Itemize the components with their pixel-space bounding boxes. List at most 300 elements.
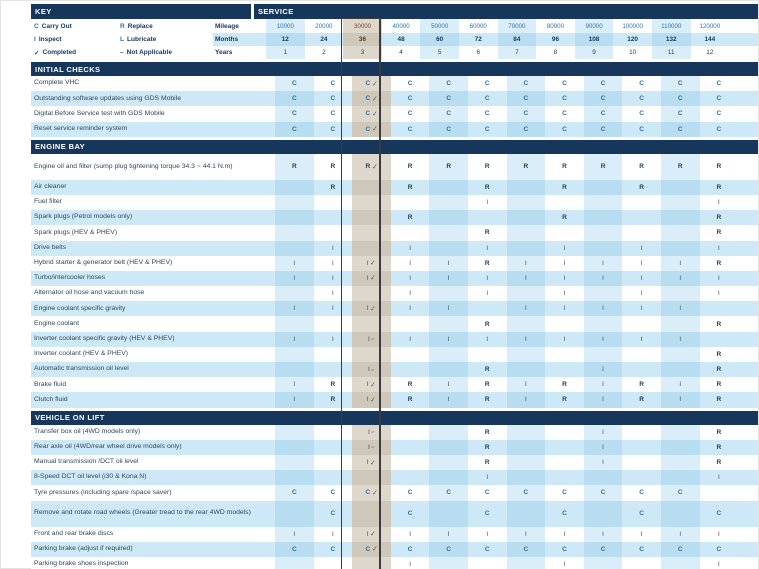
mark: R bbox=[484, 443, 490, 451]
mark: C bbox=[446, 125, 452, 133]
mark-cell bbox=[622, 440, 661, 455]
row-label: Fuel filter bbox=[34, 198, 62, 206]
mark: I bbox=[679, 530, 682, 538]
mark-cell bbox=[622, 347, 661, 362]
service-row bbox=[213, 46, 758, 59]
key-item-label: Not Applicable bbox=[126, 49, 172, 56]
table-row bbox=[31, 195, 758, 210]
mark-cell bbox=[314, 392, 353, 407]
row-pad bbox=[738, 470, 758, 485]
mark: I bbox=[602, 259, 604, 267]
mark: R bbox=[407, 183, 413, 191]
mark-cell bbox=[275, 195, 314, 210]
key-title: KEY bbox=[35, 7, 52, 16]
mark: C bbox=[446, 95, 452, 103]
mark-cell bbox=[622, 542, 661, 557]
mark: C bbox=[330, 510, 336, 517]
mark-cell bbox=[622, 122, 661, 137]
row-pad bbox=[738, 362, 758, 377]
service-row-label: Months bbox=[215, 36, 239, 43]
mark: R bbox=[639, 396, 644, 404]
mark-cell bbox=[700, 485, 739, 500]
mark-cell bbox=[314, 91, 353, 106]
section-header: INITIAL CHECKS bbox=[31, 62, 758, 76]
mark-cell bbox=[507, 122, 546, 137]
mark-cell bbox=[429, 501, 468, 527]
row-label: Front and rear brake discs bbox=[34, 529, 114, 537]
mark-cell bbox=[314, 271, 353, 286]
mark-cell bbox=[314, 241, 353, 256]
mark: I bbox=[602, 396, 604, 404]
table-row bbox=[31, 180, 758, 195]
row-label: Manual transmission /DCT oil level bbox=[34, 458, 139, 466]
mark-cell bbox=[584, 470, 623, 485]
mark: I bbox=[524, 259, 527, 267]
mark-cell bbox=[468, 225, 507, 240]
row-pad bbox=[738, 122, 758, 137]
mark: R bbox=[716, 183, 722, 191]
mark: R bbox=[446, 163, 452, 171]
schedule-content bbox=[31, 0, 758, 569]
mark-cell bbox=[314, 316, 353, 331]
mark: C bbox=[716, 545, 722, 553]
mark-cell bbox=[314, 501, 353, 527]
mark: C bbox=[716, 125, 722, 133]
mark-cell bbox=[584, 271, 623, 286]
mark-cell bbox=[507, 286, 546, 301]
mark: C bbox=[562, 510, 567, 517]
mark: C bbox=[484, 510, 490, 517]
mark-cell bbox=[352, 286, 391, 301]
row-label: Inverter coolant (HEV & PHEV) bbox=[34, 350, 129, 358]
key-header-bar bbox=[31, 4, 251, 19]
table-row bbox=[31, 362, 758, 377]
mark-cell bbox=[661, 377, 700, 392]
mark-cell bbox=[584, 332, 623, 347]
mark-cell bbox=[352, 210, 391, 225]
table-row bbox=[31, 347, 758, 362]
row-label: Engine coolant specific gravity bbox=[34, 304, 126, 312]
mark: I bbox=[602, 381, 604, 389]
service-value-cell bbox=[343, 19, 382, 33]
row-label: Engine oil and filter (sump plug tightening torque 34.3 ~ 44.1 N.m) bbox=[34, 162, 233, 170]
mark-cell bbox=[468, 347, 507, 362]
mark-cell bbox=[700, 91, 739, 106]
mark-cell bbox=[391, 301, 430, 316]
mark-cell bbox=[584, 557, 623, 569]
mark-cell bbox=[314, 347, 353, 362]
mark-cell bbox=[429, 440, 468, 455]
service-value: 60 bbox=[436, 36, 444, 43]
mark-cell bbox=[584, 425, 623, 440]
table-row bbox=[31, 392, 758, 407]
mark: C bbox=[600, 110, 606, 118]
mark-cell bbox=[352, 180, 391, 195]
mark-cell bbox=[584, 256, 623, 271]
mark-cell bbox=[545, 154, 584, 180]
mark-cell bbox=[584, 241, 623, 256]
table-row bbox=[31, 557, 758, 569]
row-pad bbox=[738, 440, 758, 455]
table-row bbox=[31, 455, 758, 470]
service-value: 10000 bbox=[276, 22, 294, 30]
mark: C bbox=[523, 110, 529, 118]
mark-cell bbox=[661, 241, 700, 256]
mark-cell bbox=[622, 425, 661, 440]
mark-cell bbox=[661, 316, 700, 331]
service-value-cell bbox=[382, 19, 421, 33]
mark: R bbox=[484, 381, 490, 389]
mark: C bbox=[291, 80, 297, 88]
mark: I bbox=[679, 305, 682, 313]
mark-cell bbox=[275, 392, 314, 407]
mark-cell bbox=[352, 106, 391, 121]
mark: I bbox=[679, 381, 682, 389]
mark: C bbox=[365, 110, 371, 118]
mark-cell bbox=[507, 392, 546, 407]
mark-cell bbox=[584, 180, 623, 195]
mark: C bbox=[523, 545, 529, 553]
mark-cell bbox=[661, 347, 700, 362]
mark-cell bbox=[468, 106, 507, 121]
service-title: SERVICE bbox=[258, 7, 294, 16]
mark-cell bbox=[314, 301, 353, 316]
service-value: 30000 bbox=[353, 22, 372, 30]
mark: I bbox=[366, 530, 369, 538]
mark: I bbox=[293, 381, 296, 389]
mark: I bbox=[366, 396, 369, 404]
mark-cell bbox=[545, 180, 584, 195]
mark: C bbox=[407, 125, 413, 133]
hand-mark: ✓ bbox=[371, 109, 378, 119]
mark-cell bbox=[545, 542, 584, 557]
mark: I bbox=[563, 244, 566, 252]
mark: R bbox=[677, 163, 683, 171]
mark: C bbox=[523, 125, 529, 133]
mark-cell bbox=[352, 377, 391, 392]
mark: R bbox=[523, 163, 529, 171]
mark: R bbox=[484, 163, 490, 171]
table-row bbox=[31, 485, 758, 500]
mark-cell bbox=[429, 106, 468, 121]
mark: R bbox=[562, 183, 567, 191]
row-pad bbox=[738, 332, 758, 347]
mark: C bbox=[484, 489, 490, 497]
mark: R bbox=[562, 396, 567, 404]
mark: I bbox=[563, 335, 566, 343]
mark-cell bbox=[429, 362, 468, 377]
mark-cell bbox=[275, 347, 314, 362]
mark-cell bbox=[584, 316, 623, 331]
mark: C bbox=[407, 510, 413, 517]
service-row bbox=[213, 33, 758, 46]
row-label: 8-Speed DCT oil level (i30 & Kona N) bbox=[34, 473, 147, 481]
mark-cell bbox=[584, 440, 623, 455]
mark-cell bbox=[429, 256, 468, 271]
service-value-cell bbox=[613, 33, 652, 46]
key-item bbox=[120, 49, 213, 56]
service-value: 1 bbox=[283, 49, 288, 56]
mark-cell bbox=[507, 557, 546, 569]
mark: C bbox=[446, 545, 452, 553]
mark: C bbox=[330, 125, 336, 133]
mark-cell bbox=[661, 195, 700, 210]
service-value: 8 bbox=[553, 49, 558, 56]
mark-cell bbox=[391, 241, 430, 256]
mark-cell bbox=[391, 332, 430, 347]
mark: C bbox=[407, 80, 413, 88]
hand-mark: ✓ bbox=[369, 458, 377, 467]
mark: R bbox=[330, 163, 336, 171]
mark-cell bbox=[545, 106, 584, 121]
mark-cell bbox=[622, 154, 661, 180]
mark-cell bbox=[507, 301, 546, 316]
mark-cell bbox=[429, 225, 468, 240]
mark-cell bbox=[314, 180, 353, 195]
mark-cell bbox=[507, 195, 546, 210]
mark-cell bbox=[391, 180, 430, 195]
mark-cell bbox=[584, 154, 623, 180]
mark: I bbox=[563, 290, 566, 298]
mark-cell bbox=[391, 455, 430, 470]
mark-cell bbox=[275, 527, 314, 542]
mark: R bbox=[639, 381, 644, 389]
mark: I bbox=[409, 335, 411, 343]
mark: C bbox=[562, 545, 567, 553]
mark: I bbox=[524, 396, 527, 404]
mark-cell bbox=[584, 362, 623, 377]
mark-cell bbox=[352, 301, 391, 316]
mark-cell bbox=[622, 271, 661, 286]
row-pad bbox=[738, 501, 758, 527]
mark-cell bbox=[584, 210, 623, 225]
service-value-cell bbox=[382, 33, 421, 46]
mark-cell bbox=[314, 195, 353, 210]
mark: I bbox=[332, 335, 334, 343]
mark-cell bbox=[275, 377, 314, 392]
hand-mark: ✓ bbox=[369, 304, 377, 314]
mark-cell bbox=[545, 241, 584, 256]
table-row bbox=[31, 470, 758, 485]
row-label: Spark plugs (Petrol models only) bbox=[34, 213, 133, 221]
mark-cell bbox=[314, 557, 353, 569]
mark-cell bbox=[622, 256, 661, 271]
mark: I bbox=[602, 335, 604, 343]
mark-cell bbox=[468, 91, 507, 106]
mark: R bbox=[407, 396, 413, 404]
mark: I bbox=[679, 396, 682, 404]
hand-mark: ✓ bbox=[369, 274, 377, 283]
service-value-cell bbox=[343, 46, 382, 59]
mark-cell bbox=[352, 76, 391, 91]
mark: I bbox=[447, 274, 450, 282]
row-pad bbox=[738, 542, 758, 557]
service-value: 36 bbox=[358, 36, 367, 43]
table-row bbox=[31, 425, 758, 440]
mark: R bbox=[716, 396, 722, 404]
mark: I bbox=[409, 560, 411, 568]
mark-cell bbox=[545, 362, 584, 377]
mark-cell bbox=[391, 271, 430, 286]
mark-cell bbox=[545, 301, 584, 316]
key-item bbox=[31, 23, 120, 30]
mark-cell bbox=[507, 542, 546, 557]
mark: I bbox=[524, 274, 527, 282]
mark: R bbox=[484, 459, 490, 467]
mark-cell bbox=[275, 557, 314, 569]
row-pad bbox=[738, 180, 758, 195]
mark-cell bbox=[545, 470, 584, 485]
mark: R bbox=[291, 163, 297, 171]
table-row bbox=[31, 122, 758, 137]
key-item-label: Completed bbox=[42, 49, 77, 56]
row-label: Reset service reminder system bbox=[34, 124, 128, 132]
mark-cell bbox=[545, 377, 584, 392]
key-item bbox=[31, 36, 120, 43]
mark-cell bbox=[507, 154, 546, 180]
service-value-cell bbox=[305, 19, 344, 33]
service-value: 110000 bbox=[661, 22, 682, 30]
mark: R bbox=[716, 443, 722, 451]
mark: C bbox=[407, 110, 413, 118]
mark-cell bbox=[700, 180, 739, 195]
mark-cell bbox=[661, 557, 700, 569]
mark-cell bbox=[314, 470, 353, 485]
mark-cell bbox=[507, 470, 546, 485]
service-value: 132 bbox=[665, 36, 677, 43]
service-header-bar bbox=[254, 4, 758, 19]
mark-cell bbox=[545, 425, 584, 440]
service-value: 120 bbox=[627, 36, 638, 43]
mark-cell bbox=[352, 542, 391, 557]
mark-cell bbox=[468, 210, 507, 225]
mark: I bbox=[293, 396, 296, 404]
mark-cell bbox=[507, 210, 546, 225]
mark-cell bbox=[352, 527, 391, 542]
mark: R bbox=[407, 381, 413, 389]
mark-cell bbox=[661, 455, 700, 470]
mark: C bbox=[600, 95, 606, 103]
hand-mark: – bbox=[370, 427, 376, 437]
mark-cell bbox=[429, 332, 468, 347]
mark-cell bbox=[700, 347, 739, 362]
mark-cell bbox=[429, 485, 468, 500]
mark-cell bbox=[700, 527, 739, 542]
mark-cell bbox=[275, 362, 314, 377]
mark-cell bbox=[584, 91, 623, 106]
mark-cell bbox=[352, 557, 391, 569]
mark-cell bbox=[429, 76, 468, 91]
mark-cell bbox=[545, 210, 584, 225]
mark: I bbox=[366, 259, 369, 267]
service-value: 6 bbox=[476, 49, 481, 56]
key-item-label: Lubricate bbox=[127, 36, 157, 43]
mark: I bbox=[332, 290, 334, 298]
mark-cell bbox=[468, 256, 507, 271]
service-value: 9 bbox=[592, 49, 596, 56]
mark-cell bbox=[314, 425, 353, 440]
table-row bbox=[31, 527, 758, 542]
table-row bbox=[31, 256, 758, 271]
row-label: Spark plugs (HEV & PHEV) bbox=[34, 228, 118, 236]
mark-cell bbox=[661, 501, 700, 527]
mark: C bbox=[677, 545, 683, 553]
table-row bbox=[31, 91, 758, 106]
key-row bbox=[31, 19, 213, 33]
mark-cell bbox=[314, 106, 353, 121]
mark-cell bbox=[545, 122, 584, 137]
mark: C bbox=[562, 95, 567, 103]
mark-cell bbox=[507, 425, 546, 440]
service-value-cell bbox=[420, 19, 459, 33]
mark: I bbox=[447, 530, 450, 538]
mark: C bbox=[639, 545, 644, 553]
mark-cell bbox=[545, 392, 584, 407]
row-label: Outstanding software updates using GDS Mobile bbox=[34, 94, 181, 102]
mark-cell bbox=[391, 470, 430, 485]
row-label: Clutch fluid bbox=[34, 395, 68, 403]
mark-cell bbox=[700, 210, 739, 225]
mark: I bbox=[293, 530, 296, 538]
service-value-cell bbox=[652, 46, 691, 59]
mark-cell bbox=[468, 557, 507, 569]
mark: R bbox=[716, 163, 722, 171]
mark-cell bbox=[275, 485, 314, 500]
mark-cell bbox=[584, 225, 623, 240]
mark-cell bbox=[700, 501, 739, 527]
mark-cell bbox=[314, 362, 353, 377]
mark: R bbox=[639, 163, 644, 171]
mark-cell bbox=[468, 316, 507, 331]
hand-mark: ✓ bbox=[369, 258, 377, 268]
mark: R bbox=[716, 259, 722, 267]
mark: I bbox=[447, 396, 450, 404]
mark-cell bbox=[545, 501, 584, 527]
mark: C bbox=[484, 95, 490, 103]
service-row-label: Years bbox=[215, 49, 233, 56]
mark-cell bbox=[545, 485, 584, 500]
key-item-label: Replace bbox=[127, 22, 153, 30]
mark-cell bbox=[507, 527, 546, 542]
service-value-cell bbox=[266, 19, 305, 33]
mark-cell bbox=[391, 225, 430, 240]
mark-cell bbox=[429, 122, 468, 137]
mark-cell bbox=[352, 440, 391, 455]
mark-cell bbox=[507, 501, 546, 527]
mark: I bbox=[366, 381, 369, 389]
mark: C bbox=[330, 95, 336, 103]
mark-cell bbox=[507, 316, 546, 331]
row-pad bbox=[738, 91, 758, 106]
mark-cell bbox=[468, 122, 507, 137]
mark-cell bbox=[391, 347, 430, 362]
service-value-cell bbox=[691, 19, 730, 33]
service-value: 5 bbox=[437, 49, 442, 56]
mark-cell bbox=[622, 332, 661, 347]
key-symbol: C bbox=[34, 22, 39, 30]
mark: I bbox=[486, 290, 489, 298]
mark-cell bbox=[507, 485, 546, 500]
section-header: VEHICLE ON LIFT bbox=[31, 411, 758, 425]
service-value: 80000 bbox=[546, 22, 565, 30]
service-value: 60000 bbox=[469, 22, 487, 30]
mark: C bbox=[600, 489, 606, 497]
service-value: 70000 bbox=[508, 22, 526, 30]
row-pad bbox=[738, 271, 758, 286]
service-value-cell bbox=[343, 33, 382, 46]
mark: C bbox=[562, 489, 567, 497]
mark: C bbox=[446, 110, 452, 118]
